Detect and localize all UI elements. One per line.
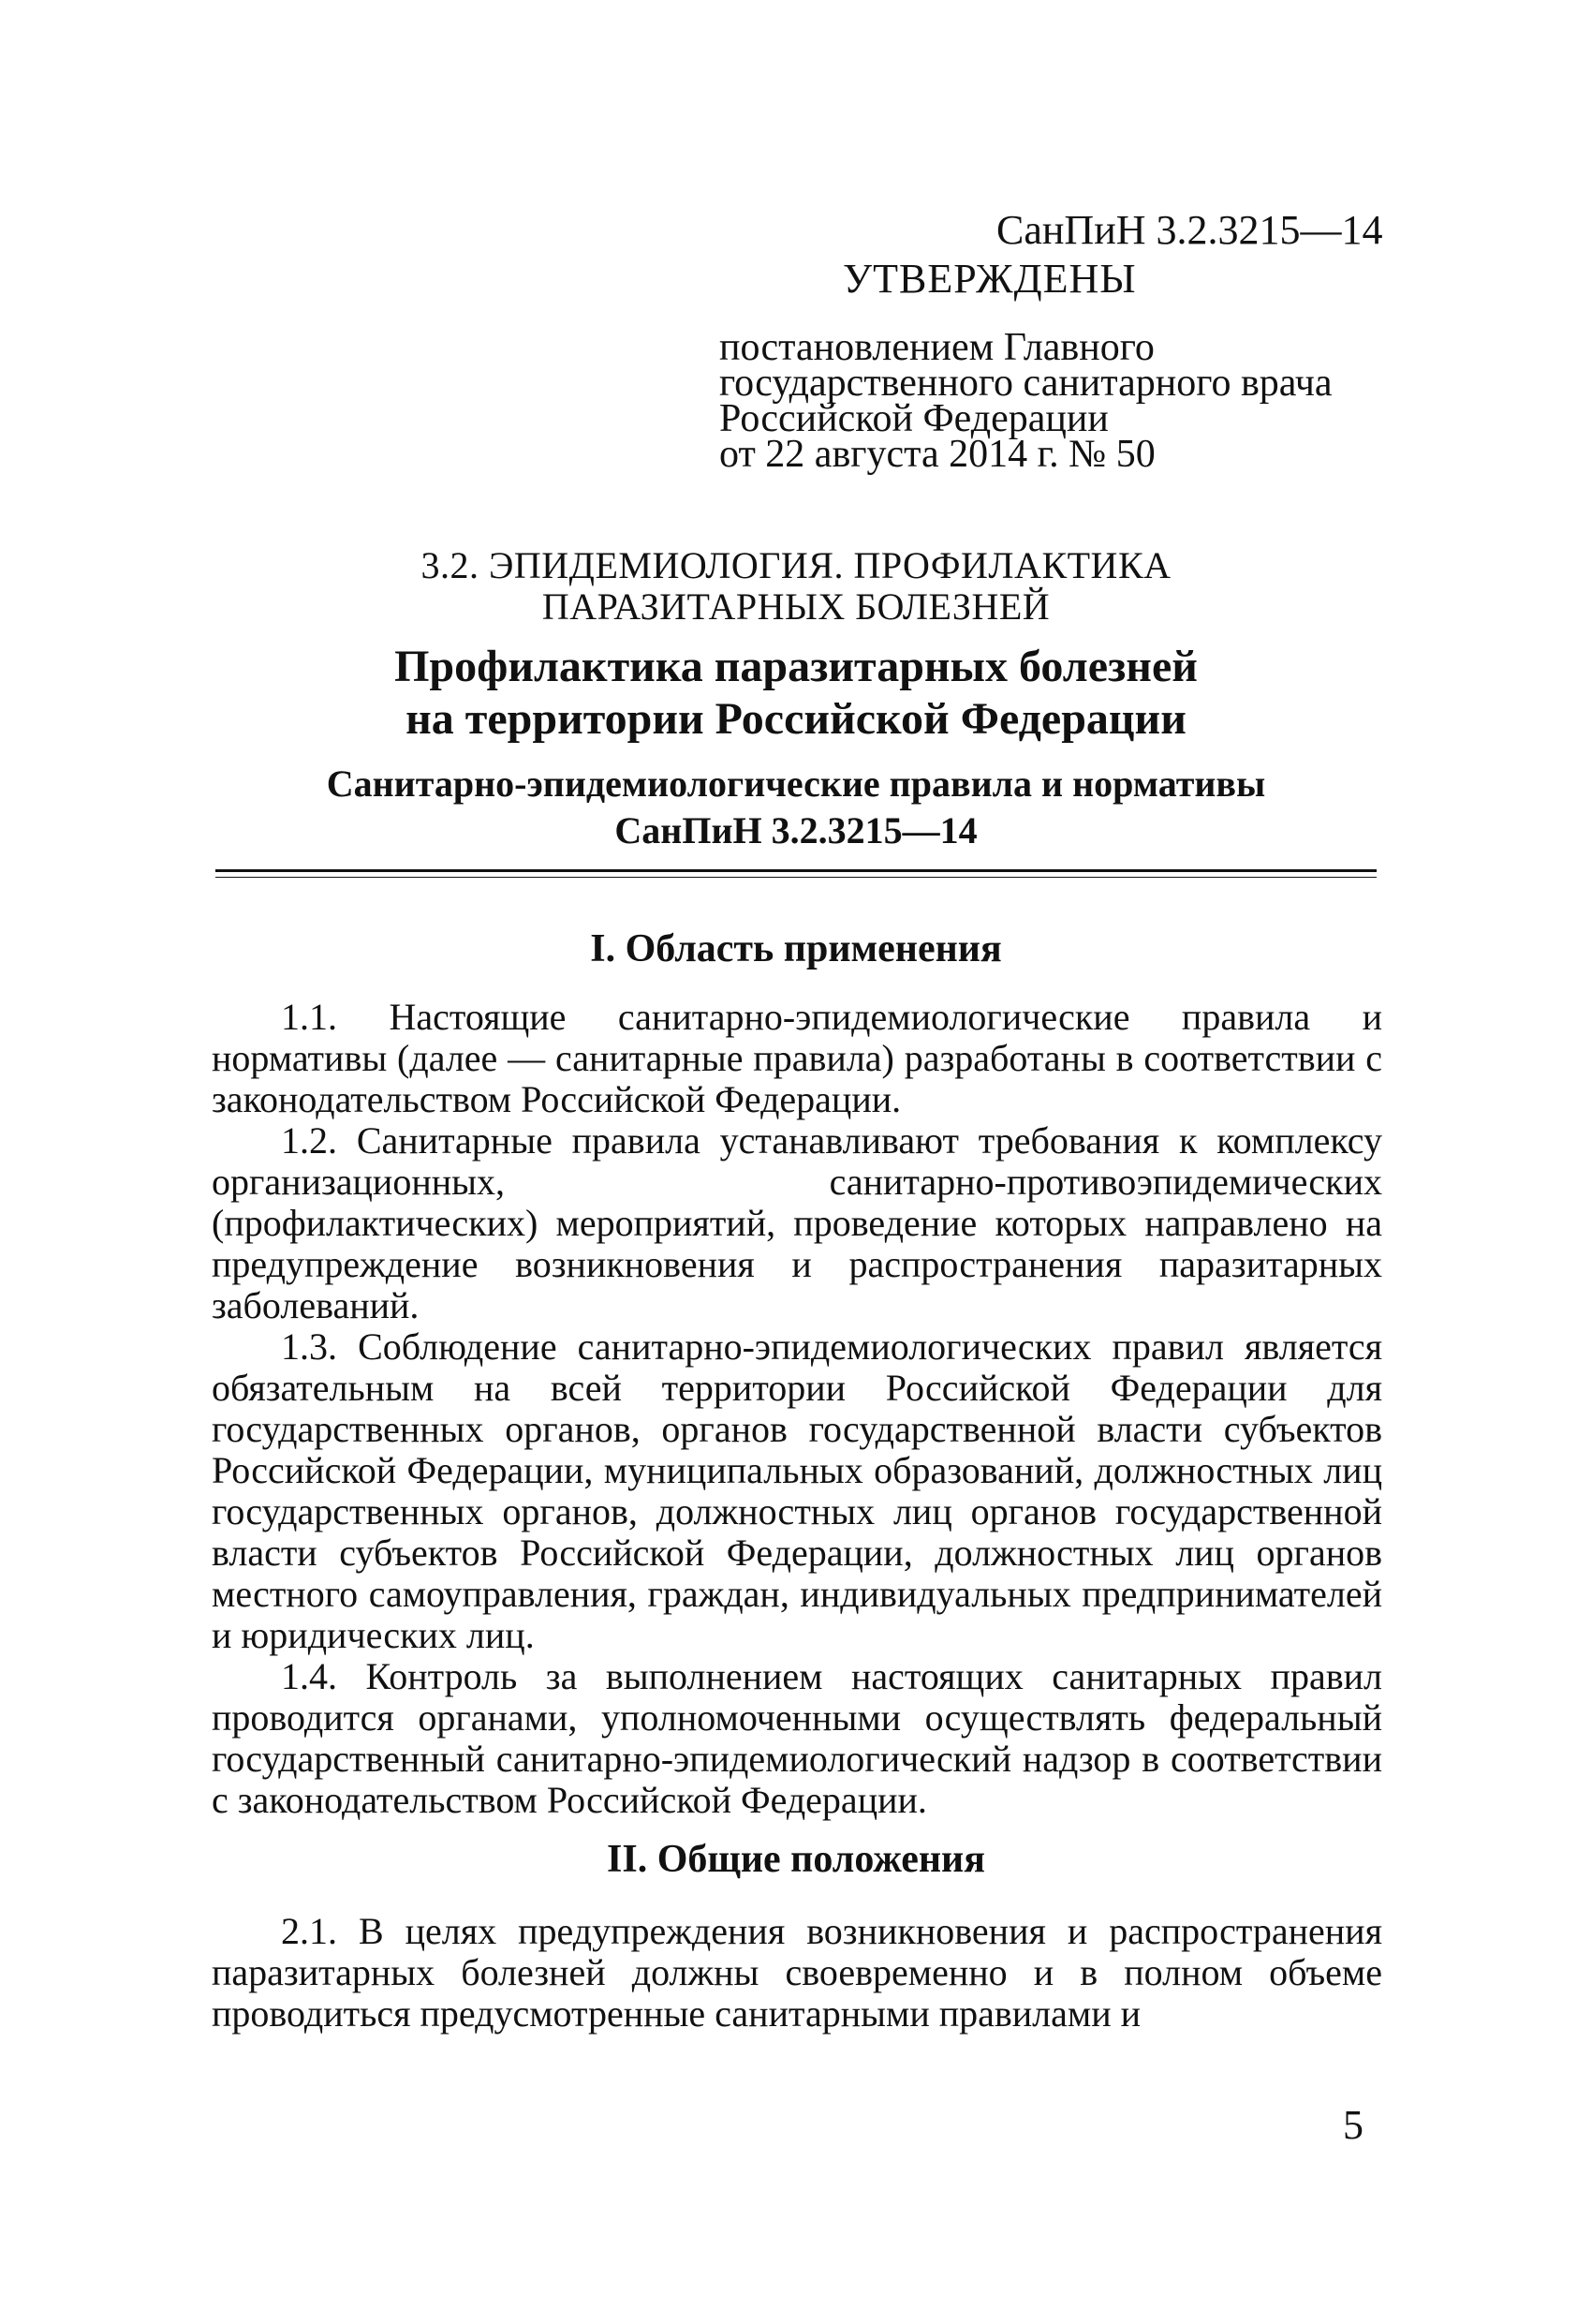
paragraph: 1.3. Соблюдение санитарно-эпидемиологических правил является обязательным на всей территории Российской Федерации для государственных органов, органов государственной власти субъектов Российской Федерации, муниципальных образований, должностных лиц государственных органов, должностных лиц органов государственной власти субъектов Российской Федерации, должностных лиц органов местного самоуправления, граждан, индивидуальных предпринимателей и юридических лиц. bbox=[212, 1325, 1382, 1656]
chapter-body bbox=[212, 1911, 1382, 2035]
chapter-heading: I. Область применения bbox=[590, 927, 1002, 970]
document-title-line: на территории Российской Федерации bbox=[405, 694, 1187, 744]
section-heading bbox=[208, 545, 1384, 628]
document-subtitle-line: Санитарно-эпидемиологические правила и нормативы bbox=[326, 762, 1266, 805]
page-number: 5 bbox=[1343, 2102, 1364, 2148]
paragraph: 1.1. Настоящие санитарно-эпидемиологические правила и нормативы (далее — санитарные правила) разработаны в соответствии с законодательством Российской Федерации. bbox=[212, 996, 1382, 1120]
decree-line: Российской Федерации bbox=[719, 397, 1109, 440]
document-subtitle-line: СанПиН 3.2.3215—14 bbox=[614, 809, 978, 851]
paragraph: 1.4. Контроль за выполнением настоящих санитарных правил проводится органами, уполномоченными осуществлять федеральный государственный санитарно-эпидемиологический надзор в соответствии с законодательством Российской Федерации. bbox=[212, 1655, 1382, 1821]
document-title bbox=[208, 641, 1384, 746]
decree-line: от 22 августа 2014 г. № 50 bbox=[719, 433, 1156, 476]
decree-line: постановлением Главного bbox=[719, 326, 1155, 369]
chapter-body bbox=[212, 997, 1382, 1821]
decree-line: государственного санитарного врача bbox=[719, 362, 1333, 405]
divider-thin bbox=[215, 877, 1377, 878]
paragraph: 1.2. Санитарные правила устанавливают требования к комплексу организационных, санитарно-противоэпидемических (профилактических) мероприятий, проведение которых направлено на предупреждение возникновения и распространения паразитарных заболеваний. bbox=[212, 1119, 1382, 1326]
section-heading-line: 3.2. ЭПИДЕМИОЛОГИЯ. ПРОФИЛАКТИКА bbox=[420, 544, 1172, 586]
doc-code: СанПиН 3.2.3215—14 bbox=[996, 207, 1383, 253]
approval-label: УТВЕРЖДЕНЫ bbox=[843, 256, 1137, 302]
document-subtitle bbox=[208, 761, 1384, 854]
paragraph: 2.1. В целях предупреждения возникновения и распространения паразитарных болезней должны своевременно и в полном объеме проводиться предусмотренные санитарными правилами и bbox=[212, 1910, 1382, 2035]
decree-reference bbox=[719, 326, 1333, 476]
section-heading-line: ПАРАЗИТАРНЫХ БОЛЕЗНЕЙ bbox=[541, 585, 1051, 628]
document-title-line: Профилактика паразитарных болезней bbox=[394, 642, 1198, 691]
divider-thick bbox=[215, 869, 1377, 872]
chapter-heading: II. Общие положения bbox=[607, 1838, 985, 1881]
